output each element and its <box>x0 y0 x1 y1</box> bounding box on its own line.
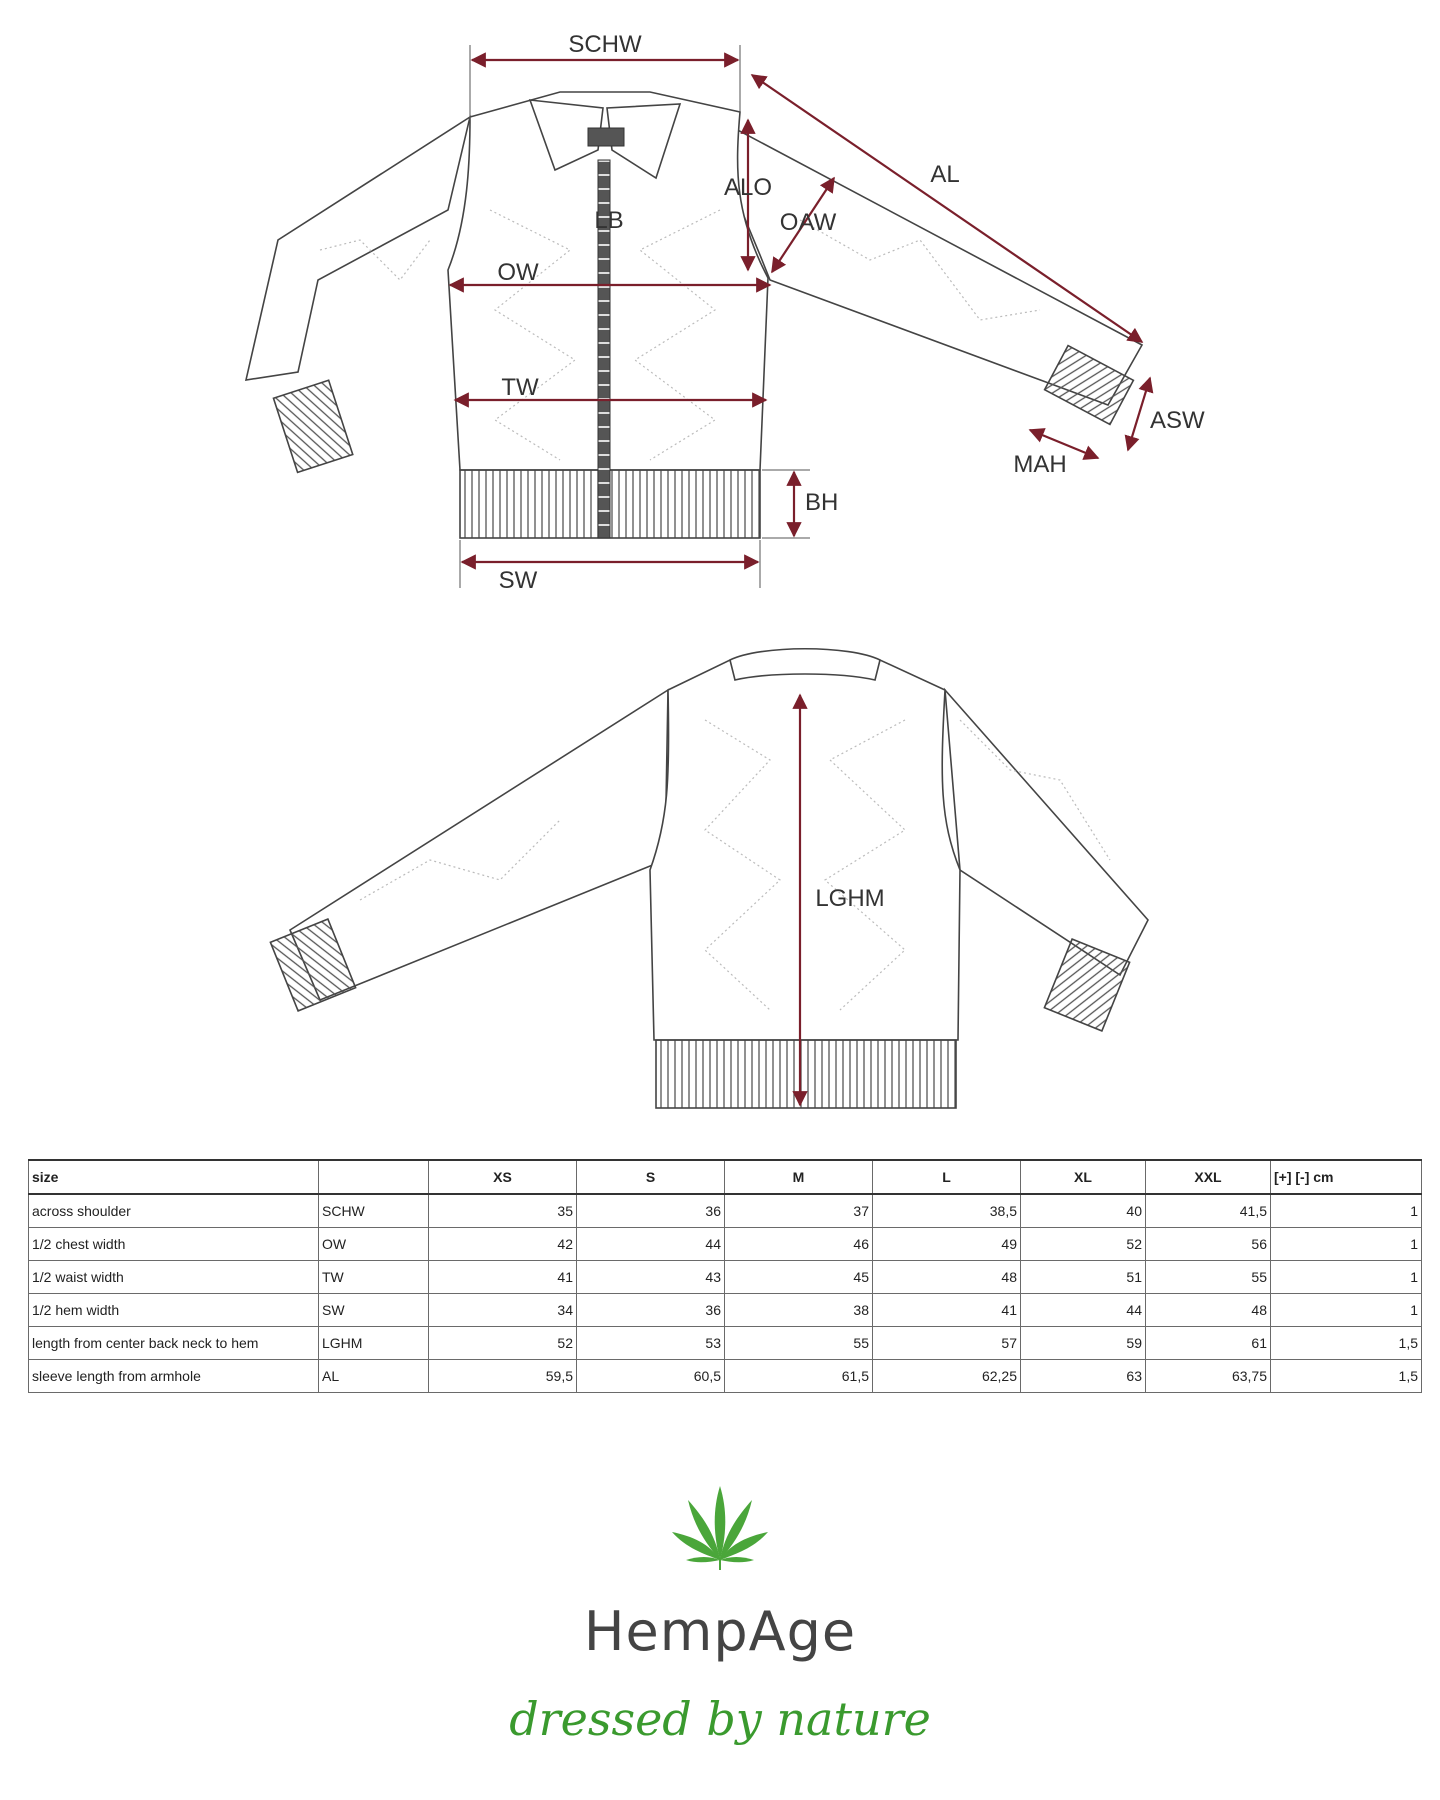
front-left-sleeve <box>246 117 470 380</box>
cell-xxl: 41,5 <box>1146 1194 1271 1228</box>
label-lb: LB <box>594 207 624 234</box>
row-code: SW <box>319 1294 429 1327</box>
label-lghm: LGHM <box>815 885 885 912</box>
table-row <box>29 1228 1422 1261</box>
cell-m: 38 <box>725 1294 873 1327</box>
cell-tolerance: 1 <box>1271 1261 1422 1294</box>
cell-m: 61,5 <box>725 1360 873 1393</box>
cell-xxl: 55 <box>1146 1261 1271 1294</box>
cell-xxl: 56 <box>1146 1228 1271 1261</box>
cell-m: 45 <box>725 1261 873 1294</box>
back-hem-band <box>656 1040 956 1108</box>
dim-asw-arrow <box>1128 378 1150 450</box>
size-table <box>28 1159 1422 1393</box>
cell-xl: 52 <box>1021 1228 1146 1261</box>
label-tw: TW <box>501 374 539 401</box>
cell-tolerance: 1 <box>1271 1194 1422 1228</box>
cell-xxl: 48 <box>1146 1294 1271 1327</box>
header-xxl: XXL <box>1146 1160 1271 1194</box>
back-right-sleeve <box>945 690 1148 975</box>
table-row <box>29 1294 1422 1327</box>
cell-xs: 34 <box>429 1294 577 1327</box>
cell-l: 48 <box>873 1261 1021 1294</box>
label-asw: ASW <box>1150 407 1205 434</box>
cell-m: 46 <box>725 1228 873 1261</box>
cell-s: 53 <box>577 1327 725 1360</box>
row-code: SCHW <box>319 1194 429 1228</box>
cell-xs: 52 <box>429 1327 577 1360</box>
cell-tolerance: 1 <box>1271 1228 1422 1261</box>
back-view-jacket <box>270 649 1148 1108</box>
header-xs: XS <box>429 1160 577 1194</box>
cell-tolerance: 1,5 <box>1271 1327 1422 1360</box>
header-m: M <box>725 1160 873 1194</box>
back-body <box>650 660 960 1040</box>
cell-m: 37 <box>725 1194 873 1228</box>
cell-l: 41 <box>873 1294 1021 1327</box>
cell-l: 49 <box>873 1228 1021 1261</box>
cell-s: 44 <box>577 1228 725 1261</box>
row-code: LGHM <box>319 1327 429 1360</box>
cell-s: 43 <box>577 1261 725 1294</box>
label-sw: SW <box>498 567 538 594</box>
cell-tolerance: 1,5 <box>1271 1360 1422 1393</box>
label-alo: ALO <box>723 174 773 201</box>
table-row <box>29 1327 1422 1360</box>
row-code: OW <box>319 1228 429 1261</box>
cell-s: 36 <box>577 1194 725 1228</box>
brand-tagline: dressed by nature <box>509 1692 931 1746</box>
cell-xl: 59 <box>1021 1327 1146 1360</box>
brand-name: HempAge <box>583 1600 857 1663</box>
header-tolerance: [+] [-] cm <box>1271 1160 1422 1194</box>
row-label: 1/2 chest width <box>29 1228 319 1261</box>
row-label: sleeve length from armhole <box>29 1360 319 1393</box>
cell-xxl: 63,75 <box>1146 1360 1271 1393</box>
row-code: TW <box>319 1261 429 1294</box>
cell-xl: 44 <box>1021 1294 1146 1327</box>
label-al: AL <box>930 161 960 188</box>
hemp-leaf-icon <box>670 1482 770 1572</box>
cell-l: 57 <box>873 1327 1021 1360</box>
cell-s: 60,5 <box>577 1360 725 1393</box>
label-ow: OW <box>497 259 539 286</box>
back-left-sleeve <box>290 690 668 1000</box>
label-oaw: OAW <box>779 209 837 236</box>
label-schw: SCHW <box>568 31 642 58</box>
cell-xl: 51 <box>1021 1261 1146 1294</box>
cell-l: 62,25 <box>873 1360 1021 1393</box>
label-mah: MAH <box>1013 451 1067 478</box>
cell-xxl: 61 <box>1146 1327 1271 1360</box>
cell-m: 55 <box>725 1327 873 1360</box>
row-label: length from center back neck to hem <box>29 1327 319 1360</box>
cell-xs: 41 <box>429 1261 577 1294</box>
row-label: across shoulder <box>29 1194 319 1228</box>
header-s: S <box>577 1160 725 1194</box>
header-l: L <box>873 1160 1021 1194</box>
header-xl: XL <box>1021 1160 1146 1194</box>
label-bh: BH <box>805 489 839 516</box>
cell-xl: 63 <box>1021 1360 1146 1393</box>
table-row <box>29 1360 1422 1393</box>
front-left-cuff <box>273 380 352 472</box>
cell-xs: 59,5 <box>429 1360 577 1393</box>
table-row <box>29 1194 1422 1228</box>
size-table-header <box>29 1160 1422 1194</box>
header-size: size <box>29 1160 319 1194</box>
cell-xs: 35 <box>429 1194 577 1228</box>
row-code: AL <box>319 1360 429 1393</box>
cell-xl: 40 <box>1021 1194 1146 1228</box>
cell-l: 38,5 <box>873 1194 1021 1228</box>
front-view-jacket <box>246 92 1142 538</box>
header-code <box>319 1160 429 1194</box>
front-collar-label <box>588 128 624 146</box>
row-label: 1/2 waist width <box>29 1261 319 1294</box>
table-row <box>29 1261 1422 1294</box>
cell-tolerance: 1 <box>1271 1294 1422 1327</box>
row-label: 1/2 hem width <box>29 1294 319 1327</box>
cell-xs: 42 <box>429 1228 577 1261</box>
cell-s: 36 <box>577 1294 725 1327</box>
